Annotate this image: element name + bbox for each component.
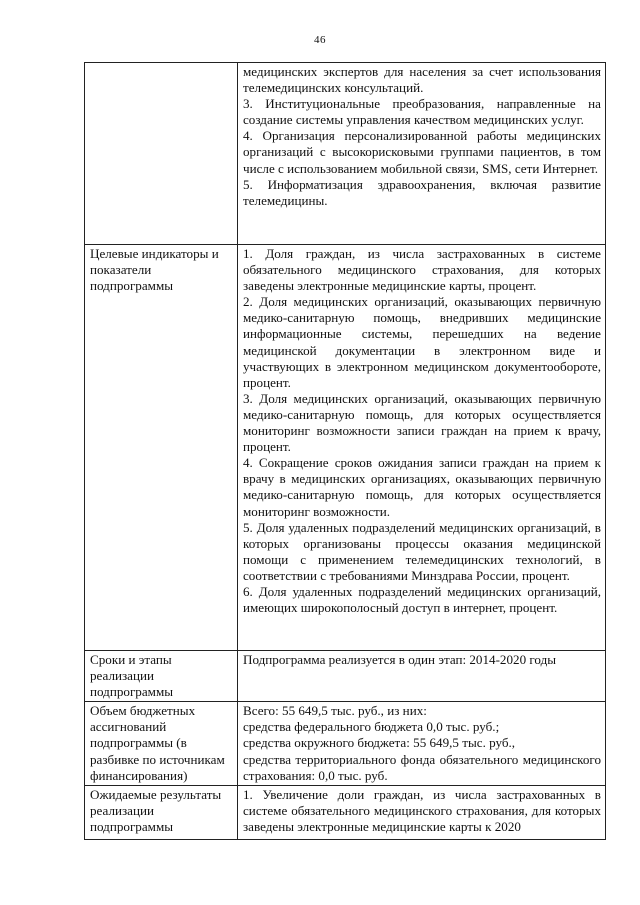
timeline-text: Подпрограмма реализуется в один этап: 2014-2020 годы [243,652,557,667]
row-content [238,702,606,786]
indicator-item: 3. Доля медицинских организаций, оказывающих первичную медико-санитарную помощь, для которых осуществляется мониторинг возможности записи граждан на прием к врачу, процент. [243,390,601,455]
indicator-item: 6. Доля удаленных подразделений медицинских организаций, имеющих широкополосный доступ в интернет, процент. [243,583,601,616]
indicator-item: 5. Доля удаленных подразделений медицинских организаций, в которых организованы процессы оказания медицинской помощи с применением телемедицинских технологий, в соответствии с требованиями Минздрава России, процент. [243,519,601,583]
row-content [238,786,606,840]
row-label [85,63,238,245]
task-item: 3. Институциональные преобразования, направленные на создание системы управления качеством медицинских услуг. [243,96,601,128]
row-content [238,245,606,651]
table-row-indicators [85,245,606,651]
table-row-budget [85,702,606,786]
row-label: Ожидаемые результаты реализации подпрограммы [85,786,238,840]
table-row-expected-results [85,786,606,840]
indicator-item: 4. Сокращение сроков ожидания записи граждан на прием к врачу в медицинских организациях, оказывающих первичную медико-санитарную помощь, для которых осуществляется мониторинг возможности. [243,455,601,519]
subprogram-passport-table [84,62,606,840]
row-label: Объем бюджетных ассигнований подпрограммы (в разбивке по источникам финансирования) [85,702,238,786]
budget-line: средства федерального бюджета 0,0 тыс. руб.; [243,719,500,735]
task-item: медицинских экспертов для населения за счет использования телемедицинских консультаций. [243,64,601,96]
task-item: 4. Организация персонализированной работы медицинских организаций с высокорисковыми группами пациентов, в том числе с использованием мобильной связи, SMS, сети Интернет. [243,128,601,176]
indicator-item: 2. Доля медицинских организаций, оказывающих первичную медико-санитарную помощь, внедривших медицинские информационные системы, перешедших на ведение медицинской документации в электронном виде и участвующих в электронном медицинском документообороте, процент. [243,294,601,390]
row-label: Целевые индикаторы и показатели подпрограммы [85,245,238,651]
row-content [238,63,606,245]
row-label: Сроки и этапы реализации подпрограммы [85,651,238,702]
indicator-item: 1. Доля граждан, из числа застрахованных в системе обязательного медицинского страхования, для которых заведены электронные медицинские карты, процент. [243,246,601,294]
table-row-tasks-continued [85,63,606,245]
table-row-timeline [85,651,606,702]
budget-line: средства территориального фонда обязательного медицинского страхования: 0,0 тыс. руб. [243,751,601,783]
page-number: 46 [314,34,326,46]
row-content [238,651,606,702]
result-item: 1. Увеличение доли граждан, из числа застрахованных в системе обязательного медицинского страхования, для которых заведены электронные медицинские карты к 2020 [243,787,601,835]
task-item: 5. Информатизация здравоохранения, включая развитие телемедицины. [243,176,601,208]
budget-line: средства окружного бюджета: 55 649,5 тыс. руб., [243,735,516,751]
budget-line: Всего: 55 649,5 тыс. руб., из них: [243,703,427,719]
